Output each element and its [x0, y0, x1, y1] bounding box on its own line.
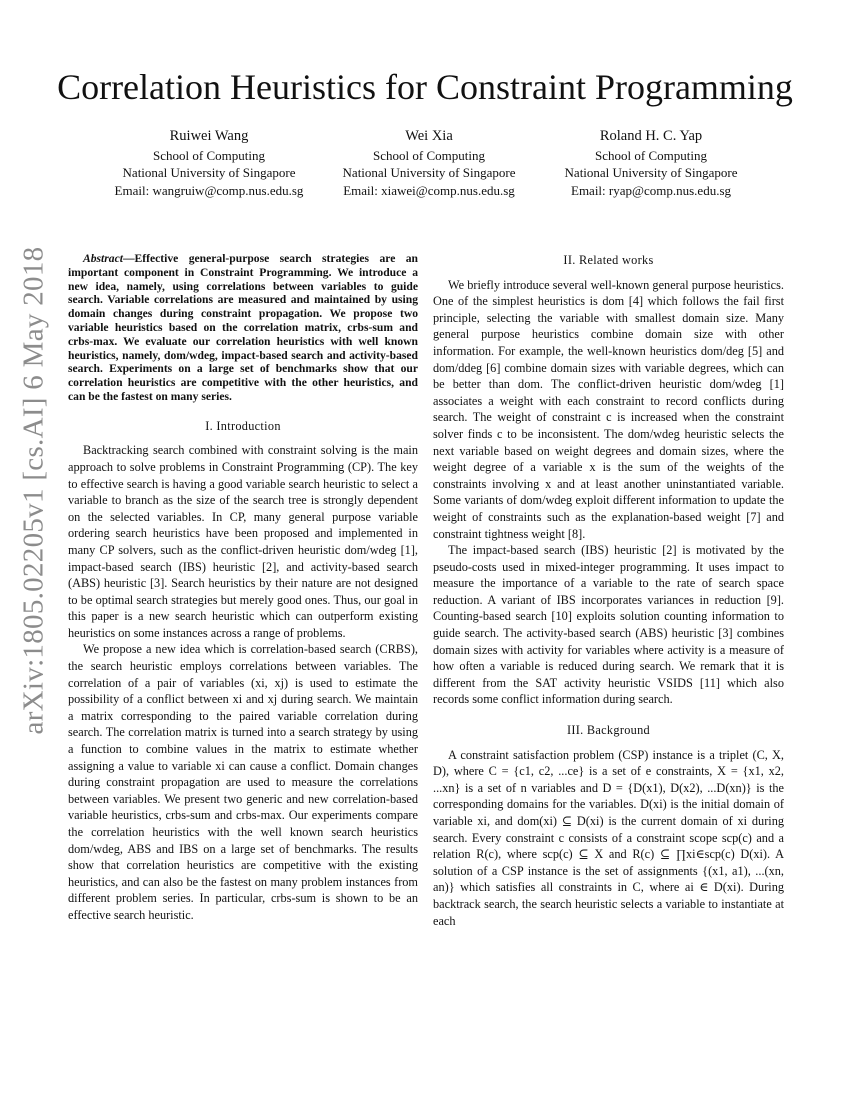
related-paragraph-1: We briefly introduce several well-known general purpose heuristics. One of the simplest heuristics is dom [4] which follows the fail first principle, selecting the variable with smallest domain size. Many general purpose heuristics combine domain size with other information. For example, the well-known heuristics dom/deg [5] and dom/ddeg [6] combine domain sizes with variable degrees, which can be better than dom. The conflict-driven heuristic dom/wdeg [1] associates a weight with each constraint to record conflicts during search. The weight of constraint c is increased when the constraint solver finds c to be inconsistent. The dom/wdeg heuristic selects the next variable based on weight degrees and domain sizes, where the weight degree of a variable x is the sum of the weights of the constraints involving x and at least another uninstantiated variable. Some variants of dom/wdeg exploit different information to update the weight of constraints such as the explanation-based weight [7] and constraint tightness weight [8].	[433, 277, 784, 541]
section-heading-background: III. Background	[566, 723, 651, 738]
section-heading-related-works: II. Related works	[563, 253, 654, 267]
intro-paragraph-1: Backtracking search combined with constraint solving is the main approach to solve problems in Constraint Programming (CP). The key to effective search is having a good variable search heuristic to select a variable to branch as the size of the search tree is strongly dependent on the selected variables. In CP, many general purpose variable ordering search heuristics have been proposed and implemented in many CP solvers, such as the conflict-driven heuristic dom/wdeg [1], impact-based search (IBS) heuristic [2], and activity-based search (ABS) heuristic [3]. Search heuristics by their nature are not designed to be optimal search strategies but merely good ones. Thus, our goal in this paper is a new search heuristic which can outperform existing heuristics on some instances across a range of problems.	[68, 443, 418, 640]
author-univ: National University of Singapore	[342, 165, 516, 180]
abstract	[68, 252, 418, 404]
author-univ: National University of Singapore	[564, 165, 738, 180]
abstract-lead: Abstract	[83, 252, 123, 265]
arxiv-identifier-sidebar	[4, 246, 64, 734]
author-email: Email: ryap@comp.nus.edu.sg	[571, 182, 731, 198]
paper-title: Correlation Heuristics for Constraint Programming	[57, 67, 793, 107]
right-column	[433, 252, 784, 929]
abstract-text: —Effective general-purpose search strategies are an important component in Constraint Programming. We introduce a new idea, namely, using correlations between variables to guide search. Variable correlations are measured and maintained by using domain changes during constraint propagation. We propose two variable heuristics based on the correlation matrix, crbs-sum and crbs-max. We evaluate our correlation heuristics with well known heuristics, namely, dom/wdeg, impact-based search and activity-based search. Experiments on a large set of benchmarks show that our correlation heuristics are competitive with the other heuristics, and can be the fastest on many series.	[68, 252, 418, 403]
author-block-1	[89, 128, 329, 199]
background-paragraph-1: A constraint satisfaction problem (CSP) instance is a triplet (C, X, D), where C = {c1, c2, ...ce} is a set of e constraints, X = {x1, x2, ...xn} is a set of n variables and D = {D(x1), D(x2), ...D(xn)} is the corresponding domains for the variables. D(xi) is the initial domain of variable xi, and dom(xi) ⊆ D(xi) is the current domain of xi during search. Every constraint c consists of a constraint scope scp(c) and a relation R(c), where scp(c) ⊆ X and R(c) ⊆ ∏xi∈scp(c) D(xi). A solution of a CSP instance is the set of assignments {(x1, a1), ...(xn, an)} which satisfies all constraints in C, where ai ∈ D(xi). During backtrack search, the search heuristic selects a variable to instantiate at each	[433, 747, 784, 928]
author-dept: School of Computing	[153, 147, 265, 163]
intro-paragraph-2: We propose a new idea which is correlation-based search (CRBS), the search heuristic employs correlations between variables. The correlation of a pair of variables (xi, xj) is used to estimate the possibility of a conflict between xi and xj during search. We maintain a matrix corresponding to the paired variable correlation during search. The correlation matrix is turned into a search strategy by using a function to combine values in the matrix to estimate whether assigning a value to variable xi can cause a conflict. Domain changes during constraint propagation are used to measure the correlations between variables. We present two generic and new correlation-based variable heuristics, crbs-sum and crbs-max. Our experiments compare the correlation heuristics with the well known search heuristics dom/wdeg, ABS and IBS on a large set of benchmarks. The results show that correlation heuristics are competitive with the existing heuristics, and can also be the fastest on many problem instances from different problem series. In particular, crbs-sum is shown to be an effective search heuristic.	[68, 642, 418, 922]
author-block-3	[531, 128, 771, 199]
author-name: Roland H. C. Yap	[599, 128, 703, 144]
author-dept: School of Computing	[373, 147, 485, 163]
author-email: Email: wangruiw@comp.nus.edu.sg	[114, 182, 304, 198]
left-column	[68, 252, 418, 924]
author-block-2	[309, 128, 549, 199]
section-heading-introduction: I. Introduction	[205, 418, 281, 433]
author-univ: National University of Singapore	[122, 165, 296, 180]
related-paragraph-2: The impact-based search (IBS) heuristic [2] is motivated by the pseudo-costs used in mixed-integer programming. It uses impact to measure the importance of a variable to the rate of search space reduction. A variant of IBS incorporates variances in reduction [9]. Counting-based search [10] exploits solution counting information to guide search. The activity-based search (ABS) heuristic [3] combines domain sizes with activity for variables where activity is a measure of how often a variable is reduced during search. We remark that it is different from the SAT activity heuristic VSIDS [11] which also records some conflict information during search.	[433, 543, 784, 707]
author-name: Ruiwei Wang	[169, 128, 249, 144]
author-name: Wei Xia	[405, 128, 453, 144]
author-dept: School of Computing	[595, 147, 707, 163]
author-email: Email: xiawei@comp.nus.edu.sg	[343, 182, 515, 198]
arxiv-id-text: arXiv:1805.02205v1 [cs.AI] 6 May 2018	[17, 246, 50, 734]
